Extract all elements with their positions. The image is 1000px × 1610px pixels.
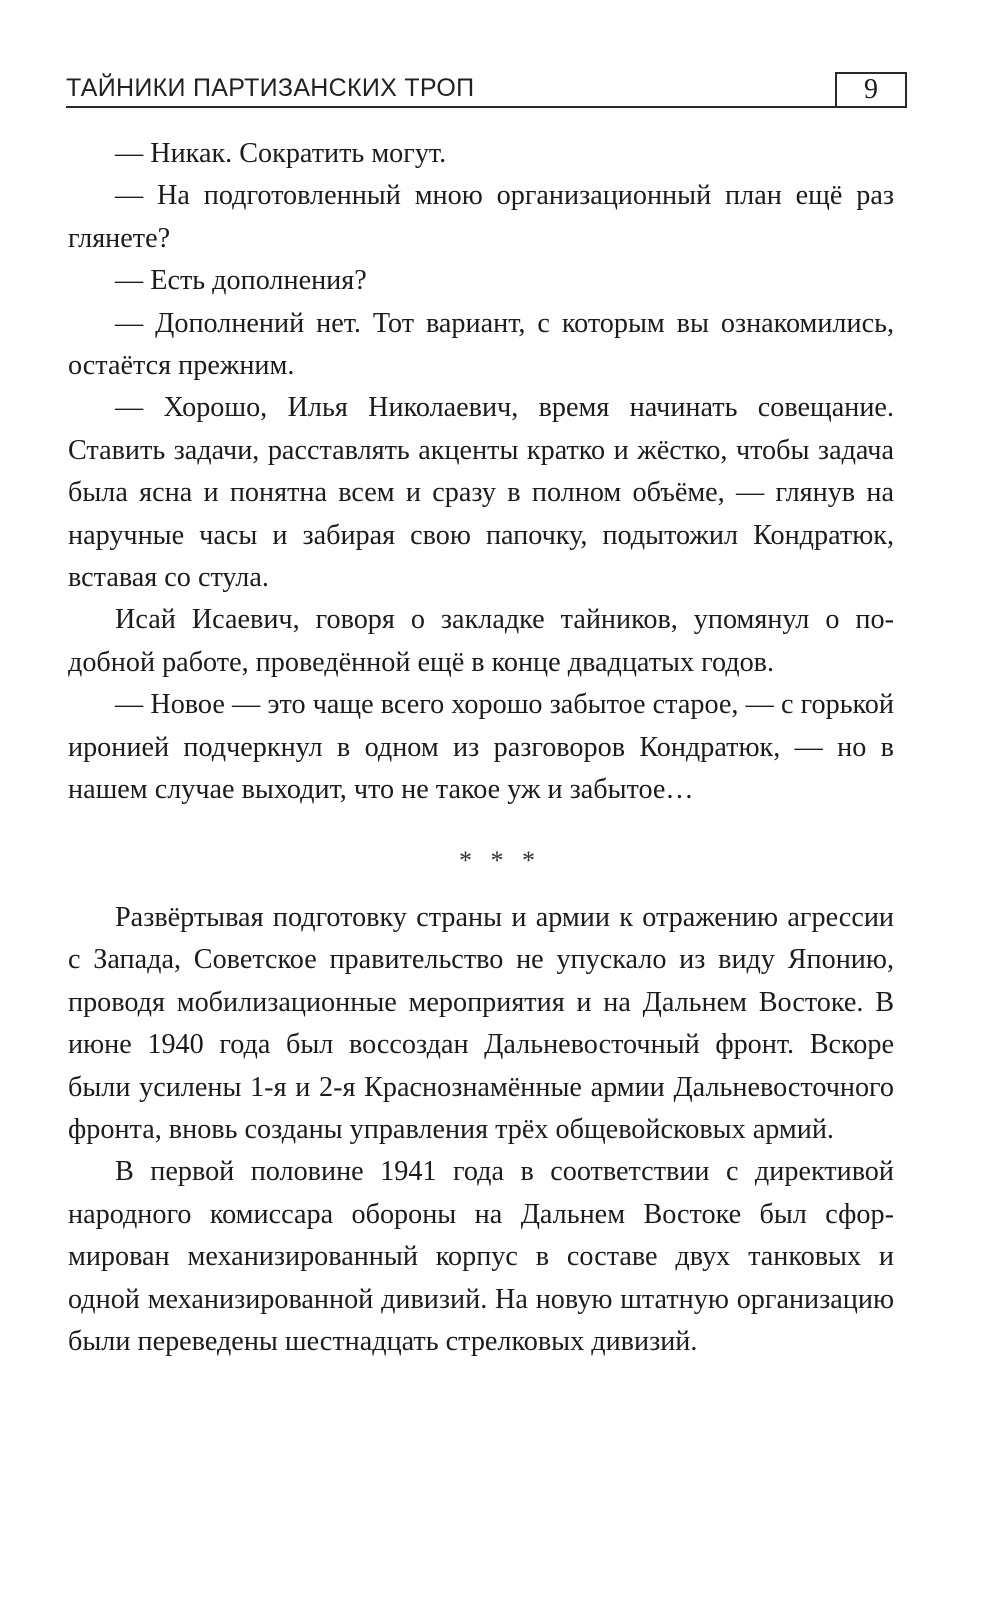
paragraph: — На подготовленный мною организационный план ещё раз глянете? — [68, 180, 894, 254]
paragraph: Развёртывая подготовку страны и армии к отражению агрессии с Запада, Советское правительство не упускало из виду Японию, проводя мобилизационные мероприятия и на Дальнем Востоке. В июне 1940 года был воссоздан Дальневосточный фронт. Вскоре были усилены 1-я и 2-я Краснознамённые армии Дальневосточного фронта, вновь созданы управления трёх общевойсковых армий. — [68, 902, 894, 1146]
section-separator: * * * — [459, 846, 541, 875]
paragraph: — Дополнений нет. Тот вариант, с которым вы ознакомились, остаётся прежним. — [68, 307, 894, 382]
body-text-bottom — [68, 897, 894, 1363]
body-text-top — [68, 133, 894, 812]
paragraph: — Никак. Сократить могут. — [115, 138, 447, 169]
paragraph: — Есть дополнения? — [115, 265, 367, 297]
paragraph: — Хорошо, Илья Николаевич, время начинать совещание. Ставить задачи, расставлять акценты кратко и жёстко, чтобы задача была ясна и понятна всем и сразу в полном объёме, — глянув на наручные часы и забирая свою папочку, подытожил Кондратюк, вставая со стула. — [68, 392, 894, 594]
running-header — [66, 70, 907, 108]
paragraph: В первой половине 1941 года в соответствии с директивой народного комиссара обороны на Дальнем Востоке был сформирован механизированный корпус в составе двух танковых и одной механизированной дивизий. На новую штатную организацию были переведены шестнадцать стрелковых дивизий. — [68, 1156, 894, 1358]
paragraph: — Новое — это чаще всего хорошо забытое старое, — с горькой иронией подчеркнул в одном из разговоров Кондратюк, — но в нашем случае выходит, что не такое уж и забытое… — [68, 689, 894, 806]
running-title: ТАЙНИКИ ПАРТИЗАНСКИХ ТРОП — [66, 74, 475, 102]
paragraph: Исай Исаевич, говоря о закладке тайников, упомянул о подобной работе, проведённой ещё в конце двадцатых годов. — [68, 604, 894, 678]
page-number: 9 — [835, 72, 907, 106]
